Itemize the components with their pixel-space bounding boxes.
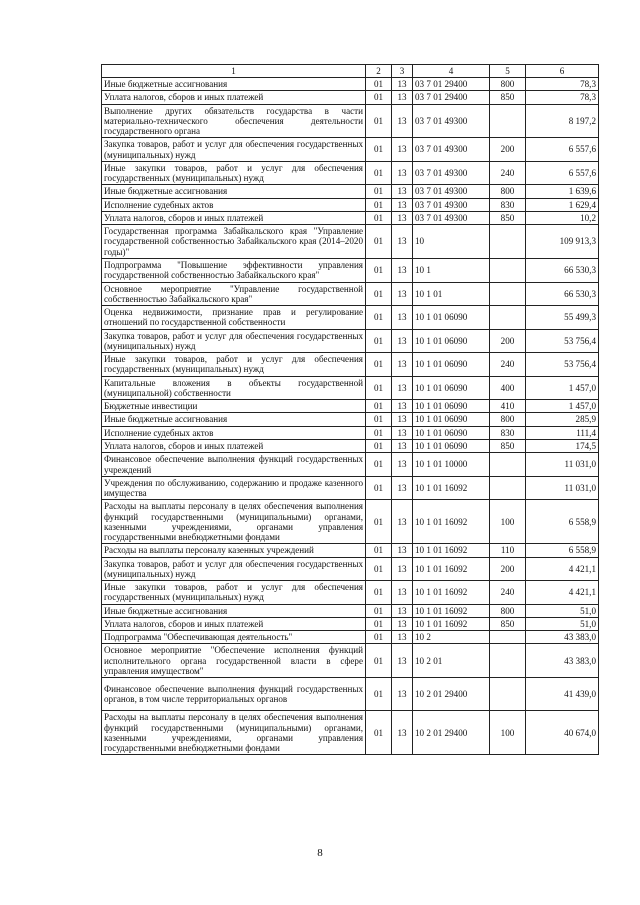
row-section: 01: [366, 426, 392, 439]
table-row: [102, 711, 599, 755]
row-name: Выполнение других обязательств государства в части материально-технического обеспечения деятельности государственного органа: [102, 104, 366, 138]
row-target-article: 03 7 01 49300: [413, 161, 490, 185]
table-row: [102, 500, 599, 544]
row-section: 01: [366, 91, 392, 104]
row-section: 01: [366, 631, 392, 644]
row-amount: 51,0: [526, 604, 599, 617]
row-expense-type: 850: [490, 439, 526, 452]
row-target-article: 10 1 01 06090: [413, 413, 490, 426]
row-section: 01: [366, 453, 392, 477]
row-name: Уплата налогов, сборов и иных платежей: [102, 617, 366, 630]
row-section: 01: [366, 185, 392, 198]
row-amount: 11 031,0: [526, 453, 599, 477]
table-row: [102, 198, 599, 211]
row-amount: 55 499,3: [526, 306, 599, 330]
row-expense-type: 800: [490, 185, 526, 198]
row-subsection: 13: [392, 711, 413, 755]
row-expense-type: [490, 678, 526, 711]
row-section: 01: [366, 376, 392, 400]
row-name: Расходы на выплаты персоналу в целях обеспечения выполнения функций государственными (муниципальными) органами, казенными учреждениями, органами управления государственными внебюджетными фондами: [102, 711, 366, 755]
row-subsection: 13: [392, 500, 413, 544]
row-amount: 41 439,0: [526, 678, 599, 711]
table-row: [102, 138, 599, 162]
row-amount: 6 558,9: [526, 544, 599, 557]
row-name: Финансовое обеспечение выполнения функций государственных учреждений: [102, 453, 366, 477]
row-expense-type: [490, 644, 526, 678]
table-row: [102, 453, 599, 477]
row-name: Государственная программа Забайкальского края "Управление государственной собственностью Забайкальского края (2014–2020 годы)": [102, 225, 366, 259]
row-target-article: 10 1 01 06090: [413, 426, 490, 439]
row-section: 01: [366, 78, 392, 91]
row-name: Уплата налогов, сборов и иных платежей: [102, 439, 366, 452]
table-row: [102, 476, 599, 500]
row-amount: 8 197,2: [526, 104, 599, 138]
column-number-5: 5: [490, 65, 526, 78]
row-expense-type: [490, 631, 526, 644]
row-expense-type: 830: [490, 426, 526, 439]
row-expense-type: 100: [490, 711, 526, 755]
row-section: 01: [366, 476, 392, 500]
row-section: 01: [366, 161, 392, 185]
table-row: [102, 376, 599, 400]
row-name: Уплата налогов, сборов и иных платежей: [102, 211, 366, 224]
row-subsection: 13: [392, 211, 413, 224]
row-subsection: 13: [392, 439, 413, 452]
table-row: [102, 329, 599, 353]
row-section: 01: [366, 306, 392, 330]
row-amount: 1 457,0: [526, 376, 599, 400]
row-subsection: 13: [392, 258, 413, 282]
row-target-article: 10 1 01 10000: [413, 453, 490, 477]
row-expense-type: 850: [490, 211, 526, 224]
table-row: [102, 678, 599, 711]
table-row: [102, 282, 599, 306]
row-subsection: 13: [392, 78, 413, 91]
row-target-article: 03 7 01 49300: [413, 104, 490, 138]
row-subsection: 13: [392, 376, 413, 400]
row-target-article: 10 2: [413, 631, 490, 644]
row-expense-type: 110: [490, 544, 526, 557]
row-section: 01: [366, 104, 392, 138]
row-subsection: 13: [392, 185, 413, 198]
table-row: [102, 211, 599, 224]
row-section: 01: [366, 439, 392, 452]
row-name: Исполнение судебных актов: [102, 198, 366, 211]
row-name: Иные бюджетные ассигнования: [102, 78, 366, 91]
table-row: [102, 426, 599, 439]
row-expense-type: 410: [490, 400, 526, 413]
row-expense-type: 850: [490, 91, 526, 104]
table-row: [102, 544, 599, 557]
row-section: 01: [366, 258, 392, 282]
row-amount: 78,3: [526, 78, 599, 91]
row-name: Иные бюджетные ассигнования: [102, 185, 366, 198]
row-target-article: 10 1 01 06090: [413, 376, 490, 400]
row-amount: 4 421,1: [526, 581, 599, 605]
row-expense-type: [490, 306, 526, 330]
table-row: [102, 353, 599, 377]
row-name: Бюджетные инвестиции: [102, 400, 366, 413]
row-amount: 53 756,4: [526, 353, 599, 377]
table-row: [102, 161, 599, 185]
table-row: [102, 306, 599, 330]
table-row: [102, 400, 599, 413]
row-name: Иные бюджетные ассигнования: [102, 413, 366, 426]
row-amount: 174,5: [526, 439, 599, 452]
row-target-article: 10: [413, 225, 490, 259]
row-amount: 53 756,4: [526, 329, 599, 353]
row-amount: 285,9: [526, 413, 599, 426]
row-section: 01: [366, 557, 392, 581]
row-name: Закупка товаров, работ и услуг для обеспечения государственных (муниципальных) нужд: [102, 329, 366, 353]
row-name: Закупка товаров, работ и услуг для обеспечения государственных (муниципальных) нужд: [102, 138, 366, 162]
row-expense-type: 240: [490, 581, 526, 605]
table-row: [102, 225, 599, 259]
row-amount: 1 639,6: [526, 185, 599, 198]
row-subsection: 13: [392, 225, 413, 259]
row-name: Основное мероприятие "Обеспечение исполнения функций исполнительного органа государственной власти в сфере управления имуществом": [102, 644, 366, 678]
row-section: 01: [366, 198, 392, 211]
row-subsection: 13: [392, 198, 413, 211]
row-section: 01: [366, 225, 392, 259]
table-row: [102, 644, 599, 678]
column-number-6: 6: [526, 65, 599, 78]
row-name: Расходы на выплаты персоналу в целях обеспечения выполнения функций государственными (муниципальными) органами, казенными учреждениями, органами управления государственными внебюджетными фондами: [102, 500, 366, 544]
row-name: Исполнение судебных актов: [102, 426, 366, 439]
row-section: 01: [366, 400, 392, 413]
table-row: [102, 557, 599, 581]
row-name: Подпрограмма "Повышение эффективности управления государственной собственностью Забайкальского края": [102, 258, 366, 282]
row-expense-type: [490, 476, 526, 500]
row-target-article: 10 1 01: [413, 282, 490, 306]
row-name: Расходы на выплаты персоналу казенных учреждений: [102, 544, 366, 557]
column-number-1: 1: [102, 65, 366, 78]
row-name: Иные закупки товаров, работ и услуг для обеспечения государственных (муниципальных) нужд: [102, 353, 366, 377]
row-expense-type: 200: [490, 557, 526, 581]
row-section: 01: [366, 282, 392, 306]
table-row: [102, 604, 599, 617]
row-section: 01: [366, 353, 392, 377]
table-body: [102, 65, 599, 755]
row-amount: 6 558,9: [526, 500, 599, 544]
table-row: [102, 413, 599, 426]
row-amount: 43 383,0: [526, 644, 599, 678]
row-target-article: 10 1 01 16092: [413, 544, 490, 557]
row-target-article: 03 7 01 49300: [413, 198, 490, 211]
row-section: 01: [366, 329, 392, 353]
row-amount: 43 383,0: [526, 631, 599, 644]
row-subsection: 13: [392, 138, 413, 162]
row-name: Иные закупки товаров, работ и услуг для обеспечения государственных (муниципальных) нужд: [102, 161, 366, 185]
row-expense-type: 200: [490, 138, 526, 162]
table-row: [102, 258, 599, 282]
row-amount: 1 457,0: [526, 400, 599, 413]
row-expense-type: 800: [490, 604, 526, 617]
row-section: 01: [366, 138, 392, 162]
row-target-article: 10 2 01: [413, 644, 490, 678]
row-target-article: 10 1 01 06090: [413, 306, 490, 330]
row-amount: 51,0: [526, 617, 599, 630]
row-target-article: 10 2 01 29400: [413, 678, 490, 711]
row-subsection: 13: [392, 161, 413, 185]
row-amount: 11 031,0: [526, 476, 599, 500]
row-subsection: 13: [392, 604, 413, 617]
row-expense-type: [490, 104, 526, 138]
row-section: 01: [366, 211, 392, 224]
row-target-article: 10 1 01 16092: [413, 476, 490, 500]
row-subsection: 13: [392, 678, 413, 711]
row-target-article: 03 7 01 49300: [413, 138, 490, 162]
row-expense-type: 400: [490, 376, 526, 400]
row-amount: 66 530,3: [526, 258, 599, 282]
row-section: 01: [366, 711, 392, 755]
row-name: Подпрограмма "Обеспечивающая деятельность": [102, 631, 366, 644]
row-subsection: 13: [392, 476, 413, 500]
row-target-article: 10 1 01 06090: [413, 353, 490, 377]
row-expense-type: 240: [490, 161, 526, 185]
row-subsection: 13: [392, 426, 413, 439]
row-expense-type: 830: [490, 198, 526, 211]
row-expense-type: [490, 453, 526, 477]
row-target-article: 10 1 01 16092: [413, 617, 490, 630]
row-expense-type: 850: [490, 617, 526, 630]
row-amount: 1 629,4: [526, 198, 599, 211]
row-expense-type: [490, 282, 526, 306]
row-section: 01: [366, 413, 392, 426]
row-expense-type: 800: [490, 413, 526, 426]
row-target-article: 10 2 01 29400: [413, 711, 490, 755]
row-amount: 78,3: [526, 91, 599, 104]
column-number-3: 3: [392, 65, 413, 78]
row-expense-type: 800: [490, 78, 526, 91]
row-target-article: 10 1: [413, 258, 490, 282]
row-amount: 66 530,3: [526, 282, 599, 306]
row-amount: 4 421,1: [526, 557, 599, 581]
row-target-article: 10 1 01 16092: [413, 500, 490, 544]
row-amount: 6 557,6: [526, 138, 599, 162]
column-number-row: [102, 65, 599, 78]
row-subsection: 13: [392, 413, 413, 426]
row-subsection: 13: [392, 306, 413, 330]
table-row: [102, 185, 599, 198]
table-row: [102, 78, 599, 91]
row-target-article: 10 1 01 06090: [413, 439, 490, 452]
row-subsection: 13: [392, 329, 413, 353]
row-subsection: 13: [392, 282, 413, 306]
row-section: 01: [366, 581, 392, 605]
row-subsection: 13: [392, 104, 413, 138]
table-row: [102, 631, 599, 644]
row-amount: 111,4: [526, 426, 599, 439]
row-subsection: 13: [392, 353, 413, 377]
row-target-article: 10 1 01 16092: [413, 581, 490, 605]
row-target-article: 03 7 01 49300: [413, 211, 490, 224]
row-name: Оценка недвижимости, признание прав и регулирование отношений по государственной собственности: [102, 306, 366, 330]
row-name: Уплата налогов, сборов и иных платежей: [102, 91, 366, 104]
row-amount: 40 674,0: [526, 711, 599, 755]
column-number-2: 2: [366, 65, 392, 78]
row-amount: 109 913,3: [526, 225, 599, 259]
row-target-article: 03 7 01 49300: [413, 185, 490, 198]
row-expense-type: [490, 225, 526, 259]
row-target-article: 10 1 01 16092: [413, 557, 490, 581]
row-target-article: 03 7 01 29400: [413, 91, 490, 104]
row-subsection: 13: [392, 617, 413, 630]
row-section: 01: [366, 644, 392, 678]
row-section: 01: [366, 500, 392, 544]
row-expense-type: [490, 258, 526, 282]
row-name: Капитальные вложения в объекты государственной (муниципальной) собственности: [102, 376, 366, 400]
row-subsection: 13: [392, 644, 413, 678]
row-section: 01: [366, 678, 392, 711]
row-name: Основное мероприятие "Управление государственной собственностью Забайкальского края": [102, 282, 366, 306]
table-row: [102, 439, 599, 452]
row-subsection: 13: [392, 557, 413, 581]
row-section: 01: [366, 604, 392, 617]
table-row: [102, 104, 599, 138]
row-target-article: 10 1 01 16092: [413, 604, 490, 617]
row-subsection: 13: [392, 453, 413, 477]
row-name: Иные закупки товаров, работ и услуг для обеспечения государственных (муниципальных) нужд: [102, 581, 366, 605]
row-section: 01: [366, 617, 392, 630]
column-number-4: 4: [413, 65, 490, 78]
row-subsection: 13: [392, 631, 413, 644]
row-target-article: 10 1 01 06090: [413, 400, 490, 413]
row-subsection: 13: [392, 544, 413, 557]
table-row: [102, 581, 599, 605]
row-target-article: 03 7 01 29400: [413, 78, 490, 91]
row-name: Иные бюджетные ассигнования: [102, 604, 366, 617]
row-target-article: 10 1 01 06090: [413, 329, 490, 353]
table-row: [102, 617, 599, 630]
row-section: 01: [366, 544, 392, 557]
row-expense-type: 240: [490, 353, 526, 377]
budget-table: [101, 64, 599, 755]
row-name: Учреждения по обслуживанию, содержанию и продаже казенного имущества: [102, 476, 366, 500]
row-expense-type: 200: [490, 329, 526, 353]
row-name: Финансовое обеспечение выполнения функций государственных органов, в том числе территориальных органов: [102, 678, 366, 711]
row-amount: 10,2: [526, 211, 599, 224]
row-amount: 6 557,6: [526, 161, 599, 185]
row-subsection: 13: [392, 581, 413, 605]
row-subsection: 13: [392, 400, 413, 413]
row-expense-type: 100: [490, 500, 526, 544]
row-name: Закупка товаров, работ и услуг для обеспечения государственных (муниципальных) нужд: [102, 557, 366, 581]
table-row: [102, 91, 599, 104]
row-subsection: 13: [392, 91, 413, 104]
page-number: 8: [317, 847, 323, 859]
